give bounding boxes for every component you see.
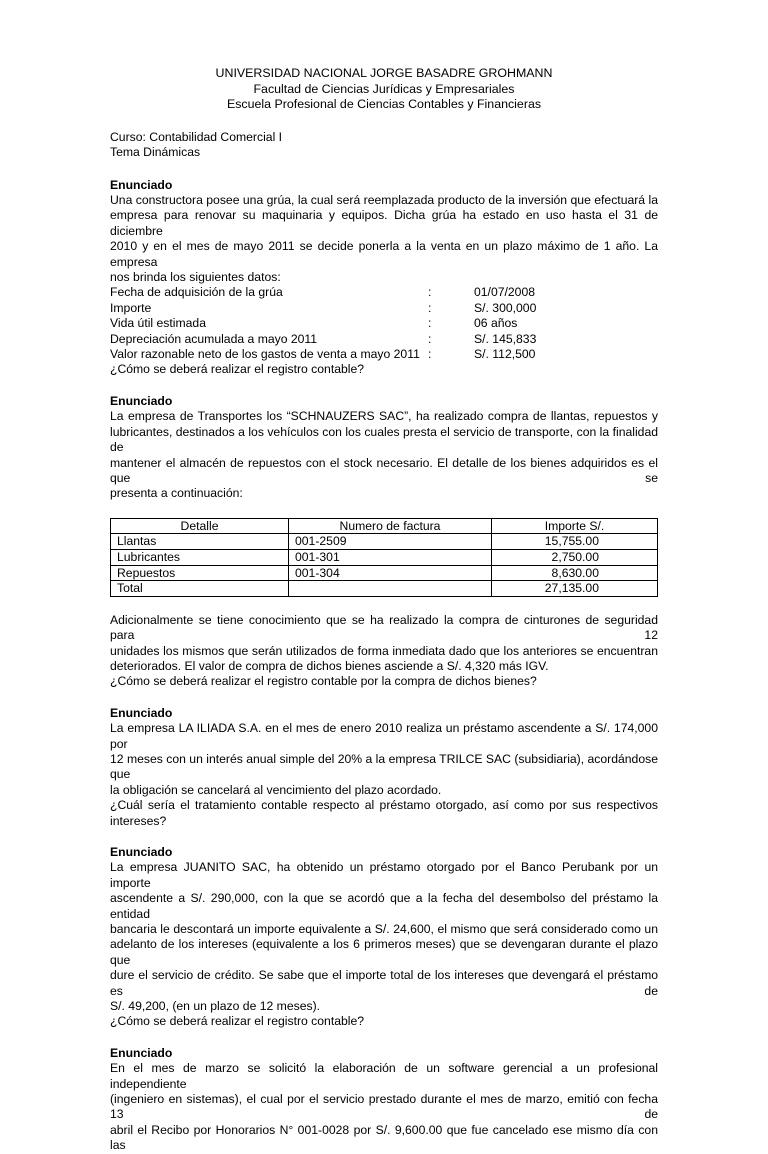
- question-line: ¿Cómo se deberá realizar el registro contable por la compra de dichos bienes?: [110, 674, 537, 689]
- table-cell: 15,755.00: [492, 534, 658, 550]
- table-cell: Repuestos: [111, 565, 289, 581]
- data-value: S/. 300,000: [474, 300, 537, 315]
- paragraph-line: 2010 y en el mes de mayo 2011 se decide ponerla a la venta en un plazo máximo de 1 año. La empresa: [110, 239, 658, 269]
- question-line: intereses?: [110, 813, 167, 828]
- data-value: S/. 112,500: [474, 347, 536, 362]
- paragraph-line: ascendente a S/. 290,000, con la que se acordó que a la fecha del desembolso del préstamo la entidad: [110, 891, 658, 921]
- data-label: Fecha de adquisición de la grúa: [110, 285, 283, 300]
- section-heading: Enunciado: [110, 393, 173, 408]
- table-header-row: [111, 518, 658, 534]
- university-name: UNIVERSIDAD NACIONAL JORGE BASADRE GROHMANN: [215, 66, 553, 80]
- paragraph-line: Una constructora posee una grúa, la cual será reemplazada producto de la inversión que efectuará la: [110, 193, 658, 207]
- table-cell: Llantas: [111, 534, 289, 550]
- table-cell: 8,630.00: [492, 565, 658, 581]
- section-heading: Enunciado: [110, 705, 173, 720]
- data-row: [110, 316, 658, 331]
- paragraph-line: La empresa LA ILIADA S.A. en el mes de enero 2010 realiza un préstamo ascendente a S/. 174,000 por: [110, 721, 658, 751]
- paragraph-line: mantener el almacén de repuestos con el stock necesario. El detalle de los bienes adquiridos es el que se: [110, 455, 658, 485]
- paragraph-line: nos brinda los siguientes datos:: [110, 270, 281, 285]
- data-row: [110, 285, 658, 300]
- table-header-cell: Numero de factura: [289, 518, 492, 534]
- table-row: [111, 549, 658, 565]
- section-5: [110, 1046, 658, 1154]
- paragraph-line: La empresa de Transportes los “SCHNAUZERS SAC”, ha realizado compra de llantas, repuestos y: [110, 409, 658, 424]
- section-heading: Enunciado: [110, 177, 173, 192]
- paragraph-line: (ingeniero en sistemas), el cual por el servicio prestado durante el mes de marzo, emitió con fecha 13 de: [110, 1092, 658, 1122]
- table-cell: 27,135.00: [492, 581, 658, 597]
- table-header-cell: Importe S/.: [492, 518, 658, 534]
- paragraph-line: S/. 49,200, (en un plazo de 12 meses).: [110, 999, 321, 1014]
- paragraph-line: presenta a continuación:: [110, 486, 243, 501]
- paragraph-line: deteriorados. El valor de compra de dichos bienes asciende a S/. 4,320 más IGV.: [110, 658, 549, 673]
- table-cell: Lubricantes: [111, 549, 289, 565]
- paragraph-line: 12 meses con un interés anual simple del 20% a la empresa TRILCE SAC (subsidiaria), acordándose que: [110, 751, 658, 782]
- section-4: [110, 845, 658, 1030]
- school-name: Escuela Profesional de Ciencias Contables y Financieras: [226, 97, 542, 112]
- document-header: [110, 66, 658, 113]
- paragraph-line: la obligación se cancelará al vencimiento del plazo acordado.: [110, 782, 442, 797]
- data-separator: :: [428, 285, 432, 300]
- table-header-cell: Detalle: [111, 518, 289, 534]
- topic-line: Tema Dinámicas: [110, 145, 201, 160]
- section-heading: Enunciado: [110, 844, 173, 859]
- paragraph-line: La empresa JUANITO SAC, ha obtenido un préstamo otorgado por el Banco Perubank por un importe: [110, 860, 658, 890]
- table-total-row: [111, 581, 658, 597]
- paragraph-line: abril el Recibo por Honorarios N° 001-0028 por S/. 9,600.00 que fue cancelado ese mismo día con las: [110, 1122, 658, 1153]
- data-separator: :: [428, 300, 432, 315]
- paragraph-line: lubricantes, destinados a los vehículos con los cuales presta el servicio de transporte, con la finalidad de: [110, 424, 658, 455]
- table-cell: 001-304: [289, 565, 492, 581]
- data-row: [110, 332, 658, 347]
- paragraph-line: En el mes de marzo se solicitó la elaboración de un software gerencial a un profesional independiente: [110, 1061, 658, 1091]
- paragraph-line: adelanto de los intereses (equivalente a los 6 primeros meses) que se devengaran durante el plazo que: [110, 937, 658, 967]
- data-value: S/. 145,833: [474, 331, 537, 346]
- table-row: [111, 534, 658, 550]
- paragraph-line: bancaria le descontará un importe equivalente a S/. 24,600, el mismo que será considerado como un: [110, 922, 658, 936]
- table-cell: 001-301: [289, 549, 492, 565]
- table-cell: Total: [111, 581, 289, 597]
- data-label: Importe: [110, 300, 152, 315]
- data-value: 01/07/2008: [474, 285, 535, 300]
- section-3: [110, 706, 658, 829]
- data-row: [110, 347, 658, 362]
- section-1: [110, 178, 658, 378]
- document-page: [110, 66, 658, 1154]
- data-separator: :: [428, 331, 432, 346]
- section-heading: Enunciado: [110, 1045, 173, 1060]
- section-2: [110, 394, 658, 690]
- table-row: [111, 565, 658, 581]
- question-line: ¿Cuál sería el tratamiento contable respecto al préstamo otorgado, así como por sus respectivos: [110, 798, 658, 813]
- paragraph-line: empresa para renovar su maquinaria y equipos. Dicha grúa ha estado en uso hasta el 31 de diciembre: [110, 208, 658, 238]
- question-line: ¿Cómo se deberá realizar el registro contable?: [110, 362, 365, 377]
- paragraph-line: unidades los mismos que serán utilizados de forma inmediata dado que los anteriores se encuentran: [110, 643, 658, 658]
- data-separator: :: [428, 316, 432, 331]
- course-line: Curso: Contabilidad Comercial I: [110, 129, 283, 144]
- data-label: Valor razonable neto de los gastos de venta a mayo 2011: [110, 347, 420, 362]
- paragraph-line: Adicionalmente se tiene conocimiento que se ha realizado la compra de cinturones de seguridad para 12: [110, 612, 658, 643]
- data-label: Vida útil estimada: [110, 316, 206, 331]
- data-label: Depreciación acumulada a mayo 2011: [110, 331, 318, 346]
- data-value: 06 años: [474, 316, 518, 331]
- paragraph-line: dure el servicio de crédito. Se sabe que el importe total de los intereses que devengará el préstamo es de: [110, 968, 658, 998]
- table-cell: [289, 581, 492, 597]
- faculty-name: Facultad de Ciencias Jurídicas y Empresariales: [253, 81, 515, 96]
- purchases-table: [110, 518, 658, 597]
- question-line: ¿Cómo se deberá realizar el registro contable?: [110, 1014, 365, 1029]
- course-info: [110, 130, 658, 161]
- data-row: [110, 301, 658, 316]
- table-cell: 2,750.00: [492, 549, 658, 565]
- data-separator: :: [428, 347, 432, 362]
- table-cell: 001-2509: [289, 534, 492, 550]
